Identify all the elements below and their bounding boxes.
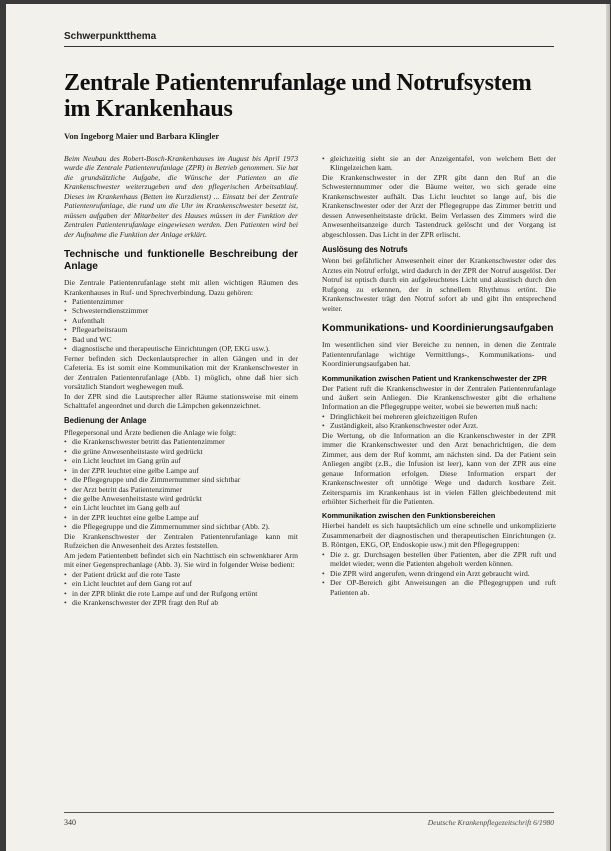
paragraph: Hierbei handelt es sich hauptsächlich um eine schnelle und unkomplizierte Zusammenarbeit der diagnostischen und therapeutischen Einrichtungen (z. B. Röntgen, EKG, OP, Endoskopie usw.) mit den Pflegegruppen: [322, 521, 556, 550]
paragraph: Der Patient ruft die Krankenschwester in der Zentralen Patientenrufanlage und äußert sein Anliegen. Die Krankenschwester gibt die erhaltene Information an die Pflegegruppe weiter, wobei sie bewerten muß nach: [322, 383, 556, 412]
page-number: 340 [64, 818, 76, 827]
paragraph: Die Wertung, ob die Information an die Krankenschwester in der ZPR immer die Krankenschwester und den Arzt benachrichtigen, die dem Zimmer, aus dem der Ruf kommt, am nächsten sind. Da der Patient sein Anliegen angibt (z.B., die Infusion ist leer), kann von der ZPR aus eine genaue Information erfolgen. Diese Information erspart der Krankenschwester oft unnötige Wege und dadurch kostbare Zeit. Zeitersparnis im Krankenhaus ist in vielen Fällen gleichbedeutend mit erhöhter Sicherheit für die Patienten. [322, 430, 556, 506]
rooms-list [64, 297, 298, 354]
list-item: • Dringlichkeit bei mehreren gleichzeitigen Rufen [322, 412, 556, 421]
paragraph: Am jedem Patientenbett befindet sich ein Nachttisch ein schwenkbarer Arm mit einer Gegensprechanlage (Abb. 3). Sie wird in folgender Weise bedient: [64, 550, 298, 570]
list-item: • gleichzeitig sieht sie an der Anzeigentafel, von welchem Bett der Klingelzeichen kam. [322, 154, 556, 173]
right-column [322, 154, 556, 804]
list-item: • Patientenzimmer [64, 297, 298, 306]
list-item: • der Arzt betritt das Patientenzimmer [64, 485, 298, 494]
scan-edge-shadow [606, 4, 610, 851]
paragraph: Die Zentrale Patientenrufanlage steht mit allen wichtigen Räumen des Krankenhauses in Ruf- und Sprechverbindung. Dazu gehören: [64, 278, 298, 297]
subheading-patient-nurse: Kommunikation zwischen Patient und Krankenschwester der ZPR [322, 373, 547, 383]
paragraph: Die Krankenschwester der Zentralen Patientenrufanlage kann mit Rufzeichen die Anwesenheit des Arztes feststellen. [64, 531, 298, 551]
list-item: • in der ZPR blinkt die rote Lampe auf und der Rufgong ertönt [64, 589, 298, 598]
list-item: • ein Licht leuchtet im Gang gelb auf [64, 503, 298, 512]
list-item: • ein Licht leuchtet auf dem Gang rot auf [64, 579, 298, 588]
list-item: • in der ZPR leuchtet eine gelbe Lampe auf [64, 513, 298, 522]
list-item: • die Pflegegruppe und die Zimmernummer sind sichtbar (Abb. 2). [64, 522, 298, 531]
paragraph: Pflegepersonal und Ärzte bedienen die Anlage wie folgt: [64, 427, 237, 437]
subheading-functional-areas: Kommunikation zwischen den Funktionsbereichen [322, 511, 496, 521]
list-item: • in der ZPR leuchtet eine gelbe Lampe auf [64, 466, 298, 475]
left-column [64, 154, 298, 804]
list-item: • Die z. gr. Durchsagen bestellen über Patienten, aber die ZPR ruft und meldet wieder, wenn die Patienten abgeholt werden können. [322, 550, 556, 569]
list-item: • ein Licht leuchtet im Gang grün auf [64, 456, 298, 465]
journal-citation: Deutsche Krankenpflegezeitschrift 6/1980 [427, 818, 554, 827]
list-item: • diagnostische und therapeutische Einrichtungen (OP, EKG usw.). [64, 344, 298, 353]
section-label: Schwerpunktthema [64, 31, 157, 42]
criteria-list [322, 412, 556, 431]
journal-page [6, 4, 610, 851]
heading-communication-tasks: Kommunikations- und Koordinierungsaufgaben [322, 323, 554, 335]
list-item: • die grüne Anwesenheitstaste wird gedrückt [64, 447, 298, 456]
paragraph: Ferner befinden sich Deckenlautsprecher in allen Gängen und in der Cafeteria. Es ist somit eine Kommunikation mit der Krankenschwester in der Zentralen Patientenrufanlage (Abb. 1) möglich, ohne daß hier sich vorsätzlich Standort weghewegen muß. [64, 353, 298, 392]
list-item: • Pflegearbeitsraum [64, 325, 298, 334]
article-authors: Von Ingeborg Maier und Barbara Klingler [64, 131, 220, 141]
intro-paragraph: Beim Neubau des Robert-Bosch-Krankenhauses im August bis April 1973 wurde die Zentrale Patientenrufanlage (ZPR) in Betrieb genommen. Sie hat die grundsätzliche Aufgabe, die Wünsche der Patienten an die Krankenschwester weiterzugeben und den pflegerischen Arbeitsablauf. Dieses im Krankenhaus (Betten im Kurzdienst) ... Einsatz bei der Zentrale Patientenrufanlage, die rund um die Uhr im Krankenschwester besetzt ist, müssen aufgaben der Mitarbeiter des Hauses müssen in der Funktion der Zentralen Patientenrufanlage eingewiesen werden. Den Patienten wird bei der Aufnahme die Funktion der Anlage erklärt. [64, 154, 298, 239]
heading-operation: Bedienung der Anlage [64, 416, 147, 426]
heading-emergency-call: Auslösung des Notrufs [322, 245, 408, 255]
patient-call-steps-list [64, 570, 298, 608]
list-item: • Die ZPR wird angerufen, wenn dringend ein Arzt gebraucht wird. [322, 569, 556, 578]
article-title: Zentrale Patientenrufanlage und Notrufsystem im Krankenhaus [64, 70, 532, 122]
footer-rule [64, 812, 554, 813]
header-rule [64, 46, 554, 47]
list-item: • die Krankenschwester der ZPR fragt den Ruf ab [64, 598, 298, 607]
list-item: • Aufenthalt [64, 316, 298, 325]
list-item: • Zuständigkeit, also Krankenschwester oder Arzt. [322, 421, 556, 430]
list-item: • der Patient drückt auf die rote Taste [64, 570, 298, 579]
paragraph: Wenn bei gefährlicher Anwesenheit einer der Krankenschwester oder des Arztes ein Notruf erfolgt, wird dadurch in der ZPR der Notruf ausgelöst. Der Notruf ist optisch durch ein aufgeleuchtetes Licht und akustisch durch den Rufgong zu erkennen, der in schnellem Rhythmus ertönt. Die Krankenschwester trägt den Notruf sofort ab und gibt ihn entsprechend weiter. [322, 256, 556, 313]
paragraph: In der ZPR sind die Lautsprecher aller Räume stationsweise mit einem Schalttafel angeordnet und durch die Lämpchen gekennzeichnet. [64, 391, 298, 410]
operation-steps-list [64, 437, 298, 532]
list-item: • Der OP-Bereich gibt Anweisungen an die Pflegegruppen und ruft Patienten ab. [322, 578, 556, 597]
heading-technical-description: Technische und funktionelle Beschreibung der Anlage [64, 249, 298, 273]
list-item: • die gelbe Anwesenheitstaste wird gedrückt [64, 494, 298, 503]
functional-areas-list [322, 550, 556, 597]
list-item: • die Pflegegruppe und die Zimmernummer sind sichtbar [64, 475, 298, 484]
continued-list [322, 154, 556, 173]
paragraph: Im wesentlichen sind vier Bereiche zu nennen, in denen die Zentrale Patientenrufanlage wichtige Vermittlungs-, Kommunikations- und Koordinierungsaufgaben hat. [322, 340, 556, 369]
list-item: • Schwesterndienstzimmer [64, 306, 298, 315]
list-item: • die Krankenschwester betritt das Patientenzimmer [64, 437, 298, 446]
list-item: • Bad und WC [64, 335, 298, 344]
paragraph: Die Krankenschwester in der ZPR gibt dann den Ruf an die Schwesternnummer oder die Bäume weiter, wo sich gerade eine Krankenschwester aufhält. Das Licht leuchtet so lange auf, bis die Krankenschwester oder der Arzt der Pflegegruppe das Zimmer betritt und dessen Anwesenheitstaste drückt. Beim Verlassen des Zimmers wird die Anwesenheitsanzeige durch Tastendruck gelöscht und der Vorgang ist abgeschlossen. Das Licht in der ZPR erlischt. [322, 172, 556, 239]
